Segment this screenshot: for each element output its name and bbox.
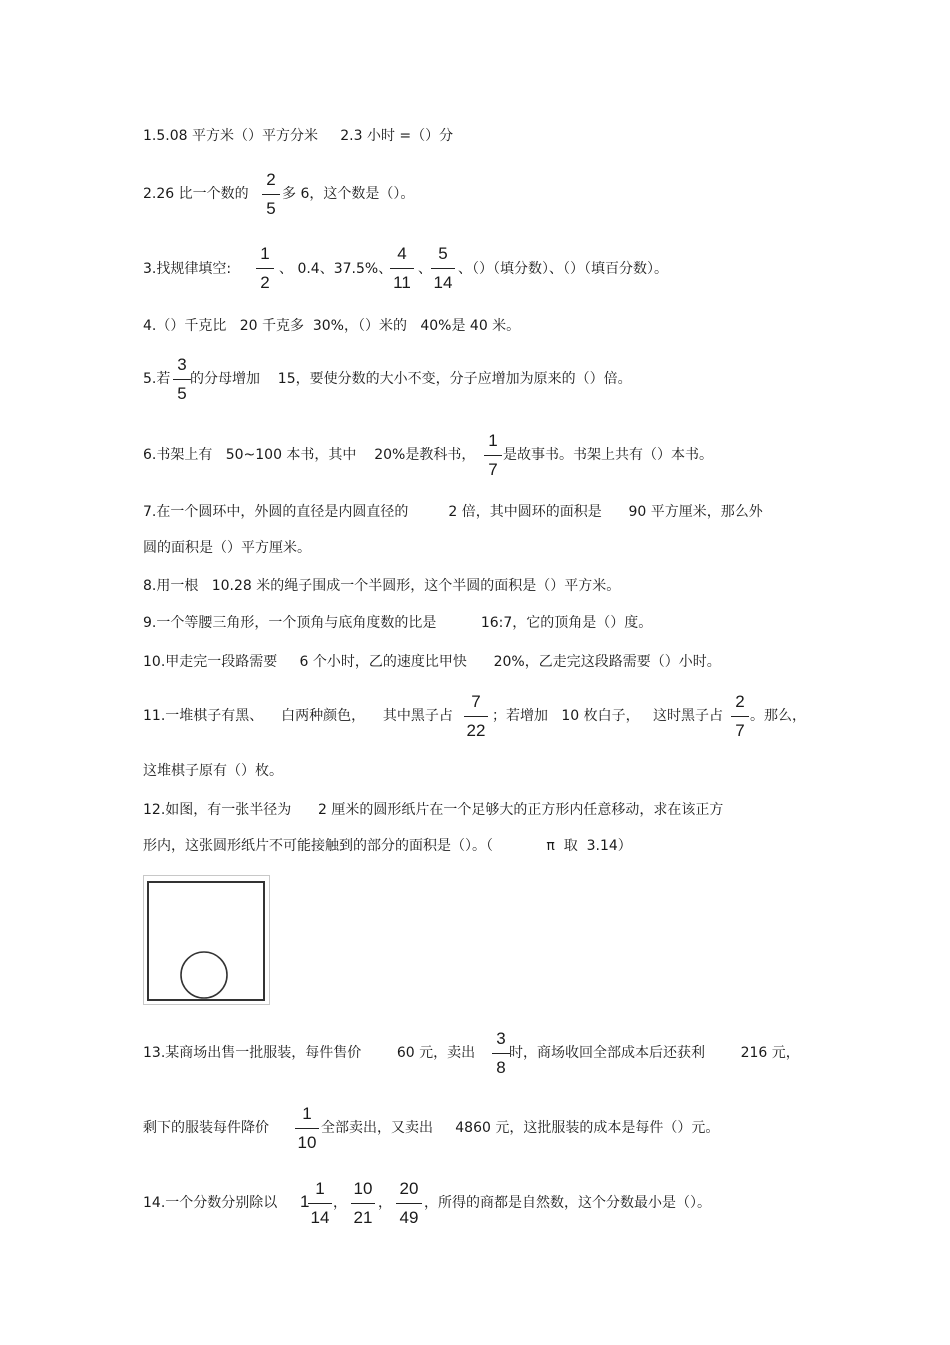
q11-text-line-2: 这堆棋子原有（）枚。 [143,763,283,779]
q2-text-a: 2.26 比一个数的 [143,186,249,202]
q2-fraction: 2 5 [262,170,280,219]
q13-text-d: 全部卖出，又卖出 4860 元，这批服装的成本是每件（）元。 [321,1120,720,1136]
q7-text-line-2: 圆的面积是（）平方厘米。 [143,540,311,556]
question-2 [143,185,249,203]
question-4 [143,317,520,335]
question-14 [143,1194,277,1212]
q14-sep-2-line [378,1194,392,1212]
q14-mixed-whole: 1 [300,1192,310,1211]
question-3 [143,260,231,278]
q14-text-b-line [424,1194,711,1212]
q5-text-b: 的分母增加 15，要使分数的大小不变，分子应增加为原来的（）倍。 [190,371,632,387]
q3-text-c: 、 [418,261,432,277]
q11-text-b: ；若增加 10 枚白子， 这时黑子占 [492,708,723,724]
q3-fraction-2: 4 11 [390,244,414,293]
q11-fraction-2: 2 7 [731,692,749,741]
q3-text-d: 、（）（填分数）、（）（填百分数）。 [458,261,668,277]
q13-fraction-2: 1 10 [295,1104,319,1153]
q13-fraction-1: 3 8 [492,1029,510,1078]
q7-text-line-1: 7.在一个圆环中，外圆的直径是内圆直径的 2 倍，其中圆环的面积是 90 平方厘米，那么外 [143,504,763,520]
q3-text-c-line [418,260,432,278]
q13-text-a: 13.某商场出售一批服装，每件售价 60 元，卖出 [143,1045,476,1061]
q12-text-line-2: 形内，这张圆形纸片不可能接触到的部分的面积是（）。（ π 取 3.14） [143,838,632,854]
q12-text-line-1: 12.如图，有一张半径为 2 厘米的圆形纸片在一个足够大的正方形内任意移动，求在该正方 [143,802,724,818]
question-13 [143,1044,475,1062]
q11-text-b-line [492,707,723,725]
question-9 [143,614,652,632]
q3-text-b: 、 0.4、37.5%、 [279,261,393,277]
question-5 [143,370,170,388]
q3-text-d-line [458,260,668,278]
q11-fraction-1: 7 22 [464,692,488,741]
square-with-circle-figure [143,875,270,1005]
q2-text-b: 多 6，这个数是（）。 [282,186,415,202]
q14-fraction-2: 10 21 [351,1179,375,1228]
question-12-line-2 [143,837,632,855]
q3-text-a: 3.找规律填空: [143,261,232,277]
figure-frame [144,876,270,1005]
question-11-line-2 [143,762,283,780]
question-12-line-1 [143,801,723,819]
question-11 [143,707,453,725]
question-7-line-1 [143,503,763,521]
q14-fraction-3: 20 49 [396,1179,422,1228]
q3-text-b-line [279,260,392,278]
q14-sep-1: ， [333,1195,347,1211]
q11-text-c: 。那么， [750,708,806,724]
q3-fraction-3: 5 14 [431,244,455,293]
q13-text-b-line [509,1044,800,1062]
question-10 [143,653,721,671]
q2-text-b-line [282,185,414,203]
q5-fraction: 3 5 [173,355,191,404]
q6-text-b: 是故事书。书架上共有（）本书。 [503,447,713,463]
q6-fraction: 1 7 [484,431,502,480]
question-1 [143,127,453,145]
question-1-text: 1.5.08 平方米（）平方分米 2.3 小时 =（）分 [143,128,454,144]
question-9-text: 9.一个等腰三角形，一个顶角与底角度数的比是 16:7，它的顶角是（）度。 [143,615,653,631]
q14-fraction-1: 1 14 [308,1179,332,1228]
q6-text-b-line [503,446,713,464]
q13-text-b: 时，商场收回全部成本后还获利 216 元， [509,1045,800,1061]
question-7-line-2 [143,539,311,557]
q5-text-a: 5.若 [143,371,171,387]
q14-text-b: ，所得的商都是自然数，这个分数最小是（）。 [424,1195,711,1211]
q14-sep-1-line [333,1194,347,1212]
question-10-text: 10.甲走完一段路需要 6 个小时，乙的速度比甲快 20%，乙走完这段路需要（）小时。 [143,654,721,670]
q3-fraction-1: 1 2 [256,244,274,293]
q5-text-b-line [190,370,632,388]
question-4-text: 4.（）千克比 20 千克多 30%，（）米的 40%是 40 米。 [143,318,521,334]
q11-text-a: 11.一堆棋子有黑、 白两种颜色， 其中黑子占 [143,708,453,724]
question-8 [143,577,620,595]
q14-sep-2: ， [378,1195,392,1211]
q14-text-a: 14.一个分数分别除以 [143,1195,278,1211]
q13-text-d-line [321,1119,719,1137]
q11-text-c-line [750,707,806,725]
question-8-text: 8.用一根 10.28 米的绳子围成一个半圆形，这个半圆的面积是（）平方米。 [143,578,621,594]
q13-text-c: 剩下的服装每件降价 [143,1120,269,1136]
question-13-line-2 [143,1119,269,1137]
question-6 [143,446,475,464]
q6-text-a: 6.书架上有 50~100 本书，其中 20%是教科书， [143,447,476,463]
